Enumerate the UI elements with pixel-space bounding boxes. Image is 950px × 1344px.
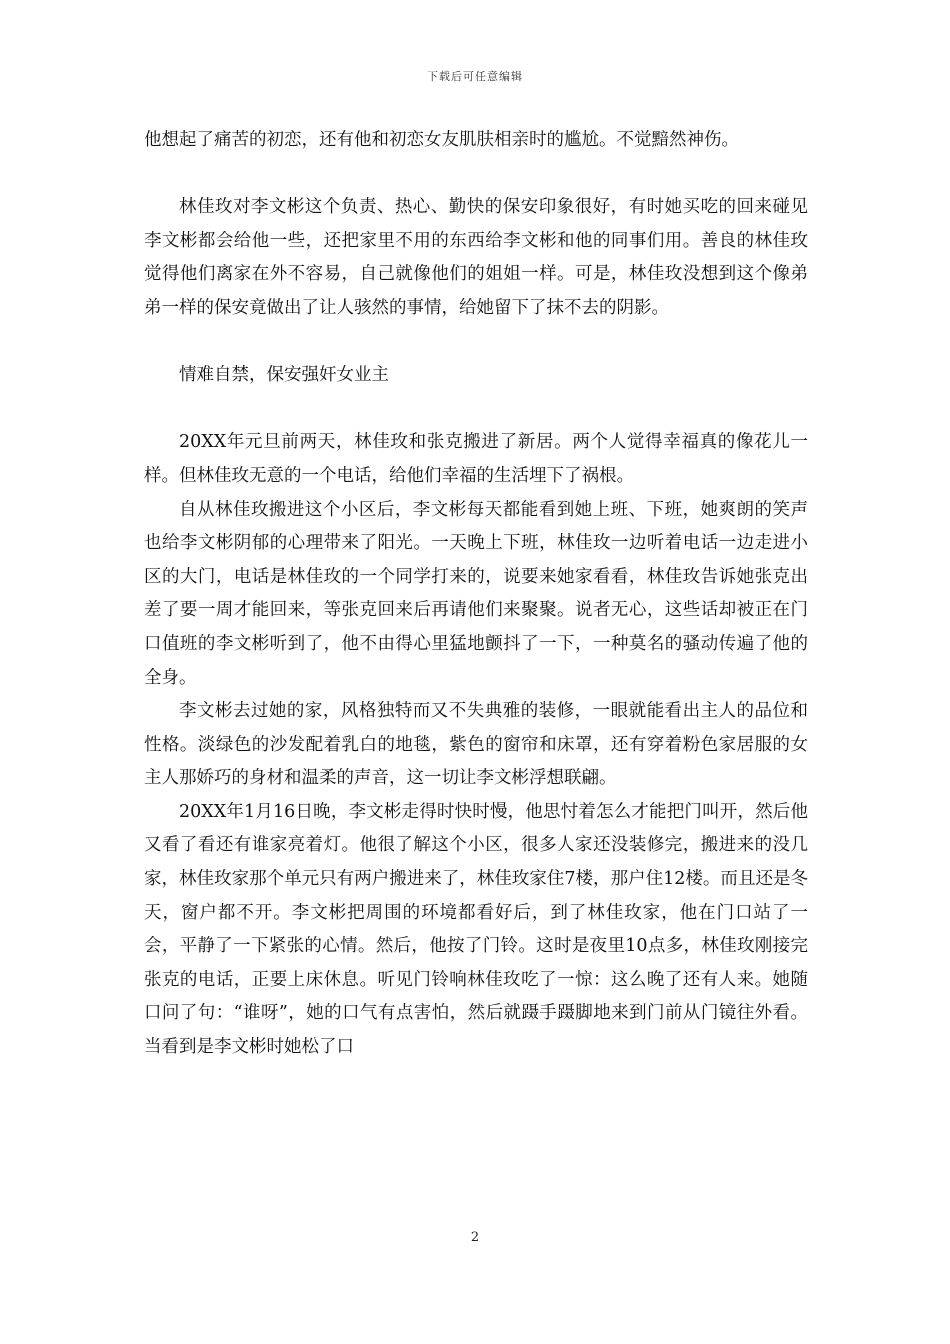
paragraph: 自从林佳玫搬进这个小区后，李文彬每天都能看到她上班、下班，她爽朗的笑声也给李文彬阴郁的心理带来了阳光。一天晚上下班，林佳玫一边听着电话一边走进小区的大门，电话是林佳玫的一个同学打来的，说要来她家看看，林佳玫告诉她张克出差了要一周才能回来，等张克回来后再请他们来聚聚。说者无心，这些话却被正在门口值班的李文彬听到了，他不由得心里猛地颤抖了一下，一种莫名的骚动传遍了他的全身。 [144,499,808,688]
paragraph: 20XX年元旦前两天，林佳玫和张克搬进了新居。两个人觉得幸福真的像花儿一样。但林佳玫无意的一个电话，给他们幸福的生活埋下了祸根。 [144,432,808,486]
paragraph: 李文彬去过她的家，风格独特而又不失典雅的装修，一眼就能看出主人的品位和性格。淡绿色的沙发配着乳白的地毯，紫色的窗帘和床罩，还有穿着粉色家居服的女主人那娇巧的身材和温柔的声音，这一切让李文彬浮想联翩。 [144,701,808,789]
page-number: 2 [470,1230,480,1245]
paragraph-continuation: 他想起了痛苦的初恋，还有他和初恋女友肌肤相亲时的尴尬。不觉黯然神伤。 [144,130,739,150]
page-header: 下载后可任意编辑 [427,70,523,83]
document-body [144,124,808,1065]
paragraph: 20XX年1月16日晚，李文彬走得时快时慢，他思忖着怎么才能把门叫开，然后他又看了看还有谁家亮着灯。他很了解这个小区，很多人家还没装修完，搬进来的没几家，林佳玫家那个单元只有两户搬进来了，林佳玫家住7楼，那户住12楼。而且还是冬天，窗户都不开。李文彬把周围的环境都看好后，到了林佳玫家，他在门口站了一会，平静了一下紧张的心情。然后，他按了门铃。这时是夜里10点多，林佳玫刚接完张克的电话，正要上床休息。听见门铃响林佳玫吃了一惊：这么晚了还有人来。她随口问了句：“谁呀”，她的口气有点害怕，然后就蹑手蹑脚地来到门前从门镜往外看。当看到是李文彬时她松了口 [144,801,808,1058]
paragraph: 林佳玫对李文彬这个负责、热心、勤快的保安印象很好，有时她买吃的回来碰见李文彬都会给他一些，还把家里不用的东西给李文彬和他的同事们用。善良的林佳玫觉得他们离家在外不容易，自己就像他们的姐姐一样。可是，林佳玫没想到这个像弟弟一样的保安竟做出了让人骇然的事情，给她留下了抹不去的阴影。 [144,197,808,318]
section-heading: 情难自禁，保安强奸女业主 [179,365,389,386]
